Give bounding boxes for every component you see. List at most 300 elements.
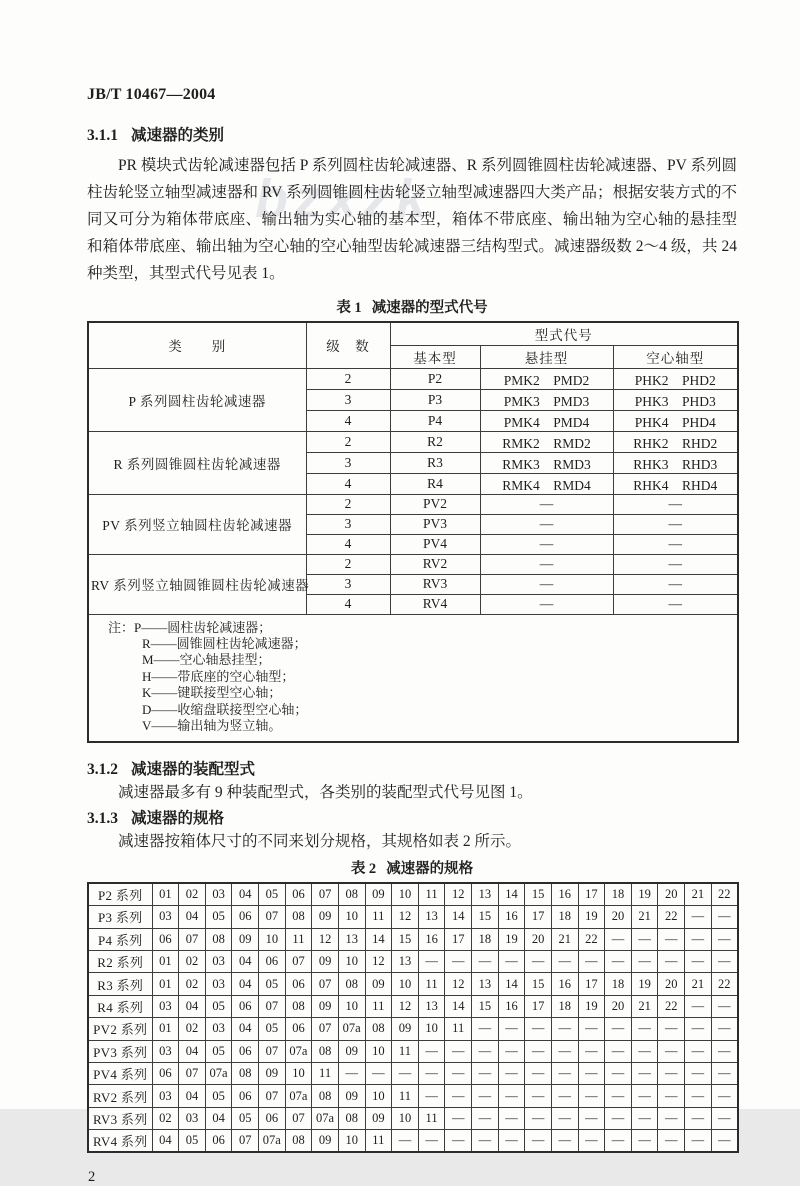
spec-cell: —: [631, 1085, 658, 1107]
spec-cell: 12: [445, 883, 472, 905]
note-line: V——输出轴为竖立轴。: [142, 717, 282, 733]
spec-cell: 19: [578, 995, 605, 1017]
table2-body: [88, 883, 738, 1152]
spec-cell: —: [445, 1130, 472, 1152]
spec-cell: —: [711, 1062, 738, 1084]
suspension-type-cell: PMK4 PMD4: [480, 410, 613, 431]
basic-type-cell: R2: [390, 431, 480, 452]
spec-cell: —: [685, 995, 712, 1017]
suspension-type-cell: PMK3 PMD3: [480, 389, 613, 410]
spec-cell: 06: [232, 995, 259, 1017]
page-content: [87, 0, 737, 1186]
spec-cell: —: [472, 1062, 499, 1084]
spec-cell: 09: [312, 951, 339, 973]
spec-cell: 12: [445, 973, 472, 995]
spec-cell: —: [551, 1018, 578, 1040]
spec-cell: 15: [472, 995, 499, 1017]
spec-cell: —: [392, 1062, 419, 1084]
col-header-basic: 基本型: [390, 345, 480, 368]
spec-cell: 13: [338, 928, 365, 950]
spec-cell: 06: [152, 1062, 179, 1084]
spec-cell: —: [525, 1107, 552, 1129]
spec-cell: 10: [365, 1085, 392, 1107]
stages-cell: 2: [306, 431, 390, 452]
spec-cell: —: [525, 1062, 552, 1084]
col-header-suspension: 悬挂型: [480, 345, 613, 368]
spec-cell: 08: [338, 1107, 365, 1129]
spec-cell: 07: [312, 883, 339, 905]
spec-cell: 07: [259, 1040, 286, 1062]
spec-cell: —: [631, 1130, 658, 1152]
spec-cell: 09: [392, 1018, 419, 1040]
note-line: R——圆锥圆柱齿轮减速器；: [142, 635, 307, 651]
spec-cell: 08: [338, 883, 365, 905]
spec-cell: 20: [605, 995, 632, 1017]
hollow-shaft-type-cell: RHK2 RHD2: [613, 431, 738, 452]
spec-cell: —: [525, 951, 552, 973]
spec-cell: —: [525, 1085, 552, 1107]
spec-cell: 07a: [312, 1107, 339, 1129]
spec-cell: 09: [365, 883, 392, 905]
spec-cell: —: [631, 1062, 658, 1084]
section-title: 减速器的规格: [131, 810, 225, 828]
spec-cell: 08: [285, 1130, 312, 1152]
spec-cell: 16: [551, 883, 578, 905]
category-cell: RV 系列竖立轴圆锥圆柱齿轮减速器: [88, 554, 306, 614]
spec-cell: 03: [152, 1085, 179, 1107]
spec-cell: 19: [498, 928, 525, 950]
spec-cell: 07a: [285, 1040, 312, 1062]
suspension-type-cell: —: [480, 534, 613, 554]
spec-cell: 05: [205, 995, 232, 1017]
spec-cell: —: [472, 1130, 499, 1152]
spec-cell: 03: [152, 995, 179, 1017]
spec-cell: 01: [152, 973, 179, 995]
spec-cell: 11: [365, 1130, 392, 1152]
spec-cell: 09: [312, 1130, 339, 1152]
spec-cell: 11: [418, 973, 445, 995]
spec-cell: —: [551, 1062, 578, 1084]
table1-header-row1: [88, 322, 738, 345]
watermark: bzxzk: [255, 169, 433, 229]
basic-type-cell: R4: [390, 473, 480, 494]
suspension-type-cell: —: [480, 574, 613, 594]
spec-cell: 06: [152, 928, 179, 950]
table2-row: [88, 883, 738, 905]
spec-cell: —: [418, 1040, 445, 1062]
specification-table: [87, 882, 739, 1153]
spec-cell: 10: [338, 951, 365, 973]
spec-cell: 15: [525, 973, 552, 995]
spec-cell: —: [605, 1018, 632, 1040]
spec-cell: 08: [312, 1085, 339, 1107]
spec-cell: 07: [179, 1062, 206, 1084]
spec-cell: 10: [418, 1018, 445, 1040]
spec-cell: 07a: [259, 1130, 286, 1152]
spec-cell: 18: [472, 928, 499, 950]
series-label-cell: RV4 系列: [88, 1130, 152, 1152]
spec-cell: —: [711, 1040, 738, 1062]
section-title: 减速器的装配型式: [131, 761, 256, 779]
spec-cell: —: [418, 951, 445, 973]
spec-cell: —: [685, 951, 712, 973]
stages-cell: 3: [306, 514, 390, 534]
suspension-type-cell: PMK2 PMD2: [480, 368, 613, 389]
spec-cell: 09: [365, 973, 392, 995]
spec-cell: 01: [152, 951, 179, 973]
basic-type-cell: PV3: [390, 514, 480, 534]
hollow-shaft-type-cell: —: [613, 554, 738, 574]
spec-cell: —: [445, 1085, 472, 1107]
spec-cell: 20: [658, 973, 685, 995]
spec-cell: —: [498, 1107, 525, 1129]
spec-cell: 04: [179, 995, 206, 1017]
standard-number: JB/T 10467—2004: [87, 86, 216, 103]
spec-cell: 20: [605, 906, 632, 928]
spec-cell: 13: [418, 906, 445, 928]
table1-row: [88, 431, 738, 452]
hollow-shaft-type-cell: PHK3 PHD3: [613, 389, 738, 410]
series-label-cell: P3 系列: [88, 906, 152, 928]
spec-cell: 21: [631, 995, 658, 1017]
spec-cell: 05: [205, 906, 232, 928]
suspension-type-cell: —: [480, 494, 613, 514]
spec-cell: 09: [232, 928, 259, 950]
spec-cell: —: [472, 1040, 499, 1062]
table2-row: [88, 973, 738, 995]
table1-row: [88, 368, 738, 389]
spec-cell: 10: [259, 928, 286, 950]
spec-cell: 06: [259, 951, 286, 973]
table1-caption: 减速器的型式代号: [371, 300, 488, 316]
hollow-shaft-type-cell: —: [613, 514, 738, 534]
spec-cell: 11: [312, 1062, 339, 1084]
stages-cell: 3: [306, 452, 390, 473]
spec-cell: —: [551, 1040, 578, 1062]
spec-cell: 16: [498, 906, 525, 928]
spec-cell: —: [525, 1130, 552, 1152]
spec-cell: 14: [445, 995, 472, 1017]
spec-cell: 14: [498, 973, 525, 995]
spec-cell: —: [658, 1040, 685, 1062]
suspension-type-cell: —: [480, 514, 613, 534]
spec-cell: 08: [232, 1062, 259, 1084]
spec-cell: 22: [711, 973, 738, 995]
spec-cell: 05: [259, 1018, 286, 1040]
spec-cell: 13: [392, 951, 419, 973]
spec-cell: 04: [232, 951, 259, 973]
spec-cell: 10: [338, 995, 365, 1017]
spec-cell: 11: [392, 1085, 419, 1107]
spec-cell: 05: [259, 883, 286, 905]
spec-cell: 07: [312, 973, 339, 995]
spec-cell: —: [551, 1130, 578, 1152]
spec-cell: —: [711, 906, 738, 928]
spec-cell: 07: [259, 906, 286, 928]
spec-cell: 17: [525, 995, 552, 1017]
spec-cell: 07: [259, 1085, 286, 1107]
spec-cell: 08: [312, 1040, 339, 1062]
note-line: H——带底座的空心轴型；: [142, 668, 295, 684]
spec-cell: —: [631, 951, 658, 973]
spec-cell: 22: [711, 883, 738, 905]
spec-cell: 09: [365, 1107, 392, 1129]
spec-cell: —: [605, 1062, 632, 1084]
spec-cell: 07: [232, 1130, 259, 1152]
spec-cell: 10: [365, 1040, 392, 1062]
spec-cell: 20: [658, 883, 685, 905]
category-cell: R 系列圆锥圆柱齿轮减速器: [88, 431, 306, 494]
spec-cell: —: [605, 928, 632, 950]
table1-notes: [88, 614, 738, 742]
stages-cell: 4: [306, 410, 390, 431]
spec-cell: 10: [285, 1062, 312, 1084]
spec-cell: 05: [205, 1040, 232, 1062]
section-heading-3-1-1: [87, 123, 737, 145]
spec-cell: —: [658, 1130, 685, 1152]
stages-cell: 2: [306, 554, 390, 574]
spec-cell: 02: [179, 1018, 206, 1040]
spec-cell: —: [658, 1107, 685, 1129]
note-line: K——键联接型空心轴；: [142, 685, 282, 701]
spec-cell: —: [365, 1062, 392, 1084]
spec-cell: 07: [285, 951, 312, 973]
spec-cell: 09: [259, 1062, 286, 1084]
spec-cell: 21: [685, 973, 712, 995]
spec-cell: —: [472, 951, 499, 973]
spec-cell: 08: [205, 928, 232, 950]
spec-cell: 22: [578, 928, 605, 950]
spec-cell: —: [605, 1085, 632, 1107]
note-line: D——收缩盘联接型空心轴；: [142, 701, 308, 717]
series-label-cell: PV2 系列: [88, 1018, 152, 1040]
spec-cell: 04: [179, 906, 206, 928]
spec-cell: —: [631, 928, 658, 950]
spec-cell: —: [658, 1085, 685, 1107]
spec-cell: —: [685, 1018, 712, 1040]
spec-cell: 10: [392, 1107, 419, 1129]
spec-cell: —: [498, 1085, 525, 1107]
stages-cell: 2: [306, 368, 390, 389]
spec-cell: 21: [631, 906, 658, 928]
spec-cell: 19: [631, 883, 658, 905]
hollow-shaft-type-cell: PHK4 PHD4: [613, 410, 738, 431]
spec-cell: 03: [152, 1040, 179, 1062]
spec-cell: 01: [152, 1018, 179, 1040]
table1-body: [88, 368, 738, 614]
spec-cell: —: [605, 951, 632, 973]
series-label-cell: RV3 系列: [88, 1107, 152, 1129]
spec-cell: 18: [551, 995, 578, 1017]
spec-cell: —: [498, 1062, 525, 1084]
spec-cell: —: [631, 1018, 658, 1040]
spec-cell: 16: [498, 995, 525, 1017]
spec-cell: 18: [605, 883, 632, 905]
hollow-shaft-type-cell: RHK3 RHD3: [613, 452, 738, 473]
hollow-shaft-type-cell: —: [613, 534, 738, 554]
spec-cell: 16: [551, 973, 578, 995]
table2-row: [88, 1130, 738, 1152]
spec-cell: 07: [259, 995, 286, 1017]
spec-cell: 10: [338, 1130, 365, 1152]
spec-cell: —: [498, 1018, 525, 1040]
spec-cell: 12: [392, 995, 419, 1017]
spec-cell: 21: [551, 928, 578, 950]
hollow-shaft-type-cell: PHK2 PHD2: [613, 368, 738, 389]
spec-cell: 08: [285, 995, 312, 1017]
spec-cell: 10: [392, 883, 419, 905]
section-number: 3.1.3: [87, 810, 118, 828]
table2-row: [88, 1018, 738, 1040]
spec-cell: 07: [285, 1107, 312, 1129]
spec-cell: 11: [392, 1040, 419, 1062]
spec-cell: 04: [232, 973, 259, 995]
spec-cell: —: [658, 1018, 685, 1040]
type-code-table: [87, 321, 739, 743]
spec-cell: 18: [605, 973, 632, 995]
suspension-type-cell: RMK2 RMD2: [480, 431, 613, 452]
spec-cell: —: [472, 1085, 499, 1107]
table2-row: [88, 906, 738, 928]
spec-cell: 01: [152, 883, 179, 905]
table2-row: [88, 928, 738, 950]
spec-cell: 10: [392, 973, 419, 995]
spec-cell: 12: [312, 928, 339, 950]
spec-cell: 07: [179, 928, 206, 950]
spec-cell: —: [551, 951, 578, 973]
section-body-3-1-1: PR 模块式齿轮减速器包括 P 系列圆柱齿轮减速器、R 系列圆锥圆柱齿轮减速器、PV 系列圆柱齿轮竖立轴型减速器和 RV 系列圆锥圆柱齿轮竖立轴型减速器四大类产品；根据安装方式的不同又可分为箱体带底座、输出轴为实心轴的基本型，箱体不带底座、输出轴为空心轴的悬挂型和箱体带底座、输出轴为空心轴的空心轴型齿轮减速器三结构型式。减速器级数 2～4 级，共 24 种类型，其型式代号见表 1。: [87, 157, 737, 282]
spec-cell: 22: [658, 995, 685, 1017]
table2-row: [88, 995, 738, 1017]
spec-cell: 02: [152, 1107, 179, 1129]
spec-cell: 14: [365, 928, 392, 950]
spec-cell: 06: [205, 1130, 232, 1152]
spec-cell: —: [685, 928, 712, 950]
spec-cell: 13: [418, 995, 445, 1017]
spec-cell: —: [711, 1107, 738, 1129]
category-cell: P 系列圆柱齿轮减速器: [88, 368, 306, 431]
spec-cell: 06: [285, 883, 312, 905]
spec-cell: 07a: [205, 1062, 232, 1084]
spec-cell: —: [498, 1040, 525, 1062]
table2-row: [88, 951, 738, 973]
spec-cell: —: [525, 1040, 552, 1062]
series-label-cell: R3 系列: [88, 973, 152, 995]
hollow-shaft-type-cell: —: [613, 494, 738, 514]
spec-cell: 04: [179, 1085, 206, 1107]
basic-type-cell: R3: [390, 452, 480, 473]
spec-cell: 15: [392, 928, 419, 950]
section-heading-3-1-3: [87, 806, 737, 828]
table2-title: [87, 857, 737, 878]
spec-cell: 22: [658, 906, 685, 928]
spec-cell: 03: [205, 1018, 232, 1040]
spec-cell: —: [578, 1107, 605, 1129]
basic-type-cell: RV4: [390, 594, 480, 614]
spec-cell: 19: [631, 973, 658, 995]
spec-cell: —: [445, 1040, 472, 1062]
spec-cell: 17: [578, 973, 605, 995]
spec-cell: —: [631, 1107, 658, 1129]
spec-cell: —: [418, 1130, 445, 1152]
suspension-type-cell: —: [480, 594, 613, 614]
table2-row: [88, 1085, 738, 1107]
note-line: 注：P——圆柱齿轮减速器；: [108, 619, 272, 635]
spec-cell: —: [445, 1107, 472, 1129]
table1-row: [88, 494, 738, 514]
spec-cell: —: [472, 1107, 499, 1129]
table2-caption: 减速器的规格: [386, 861, 474, 878]
spec-cell: 08: [285, 906, 312, 928]
spec-cell: 06: [232, 906, 259, 928]
spec-cell: —: [418, 1085, 445, 1107]
table1-row: [88, 554, 738, 574]
series-label-cell: R2 系列: [88, 951, 152, 973]
spec-cell: 06: [259, 1107, 286, 1129]
spec-cell: 11: [445, 1018, 472, 1040]
spec-cell: 03: [205, 883, 232, 905]
stages-cell: 4: [306, 534, 390, 554]
spec-cell: —: [578, 1062, 605, 1084]
spec-cell: —: [605, 1107, 632, 1129]
table1-number: 表 1: [336, 300, 362, 316]
basic-type-cell: P2: [390, 368, 480, 389]
basic-type-cell: PV2: [390, 494, 480, 514]
spec-cell: —: [418, 1062, 445, 1084]
spec-cell: 17: [525, 906, 552, 928]
spec-cell: —: [685, 1040, 712, 1062]
spec-cell: —: [685, 1062, 712, 1084]
series-label-cell: PV4 系列: [88, 1062, 152, 1084]
table1-title: [87, 296, 737, 317]
spec-cell: 07: [312, 1018, 339, 1040]
spec-cell: —: [338, 1062, 365, 1084]
series-label-cell: PV3 系列: [88, 1040, 152, 1062]
spec-cell: 06: [285, 973, 312, 995]
spec-cell: 11: [365, 906, 392, 928]
basic-type-cell: RV2: [390, 554, 480, 574]
basic-type-cell: RV3: [390, 574, 480, 594]
basic-type-cell: P3: [390, 389, 480, 410]
spec-cell: 11: [285, 928, 312, 950]
spec-cell: 05: [232, 1107, 259, 1129]
section-heading-3-1-2: [87, 757, 737, 779]
stages-cell: 4: [306, 473, 390, 494]
col-header-hollow: 空心轴型: [613, 345, 738, 368]
spec-cell: —: [711, 951, 738, 973]
spec-cell: 17: [445, 928, 472, 950]
spec-cell: 05: [205, 1085, 232, 1107]
hollow-shaft-type-cell: RHK4 RHD4: [613, 473, 738, 494]
spec-cell: —: [711, 1085, 738, 1107]
spec-cell: 02: [179, 883, 206, 905]
spec-cell: 16: [418, 928, 445, 950]
table2-row: [88, 1062, 738, 1084]
spec-cell: 05: [259, 973, 286, 995]
table2-number: 表 2: [350, 861, 377, 878]
spec-cell: 11: [365, 995, 392, 1017]
spec-cell: —: [711, 1130, 738, 1152]
spec-cell: 03: [205, 951, 232, 973]
spec-cell: 14: [498, 883, 525, 905]
spec-cell: —: [525, 1018, 552, 1040]
spec-cell: 13: [472, 883, 499, 905]
category-cell: PV 系列竖立轴圆柱齿轮减速器: [88, 494, 306, 554]
spec-cell: 02: [179, 973, 206, 995]
spec-cell: —: [578, 1040, 605, 1062]
col-header-category: 类 别: [88, 322, 306, 368]
spec-cell: 10: [338, 906, 365, 928]
